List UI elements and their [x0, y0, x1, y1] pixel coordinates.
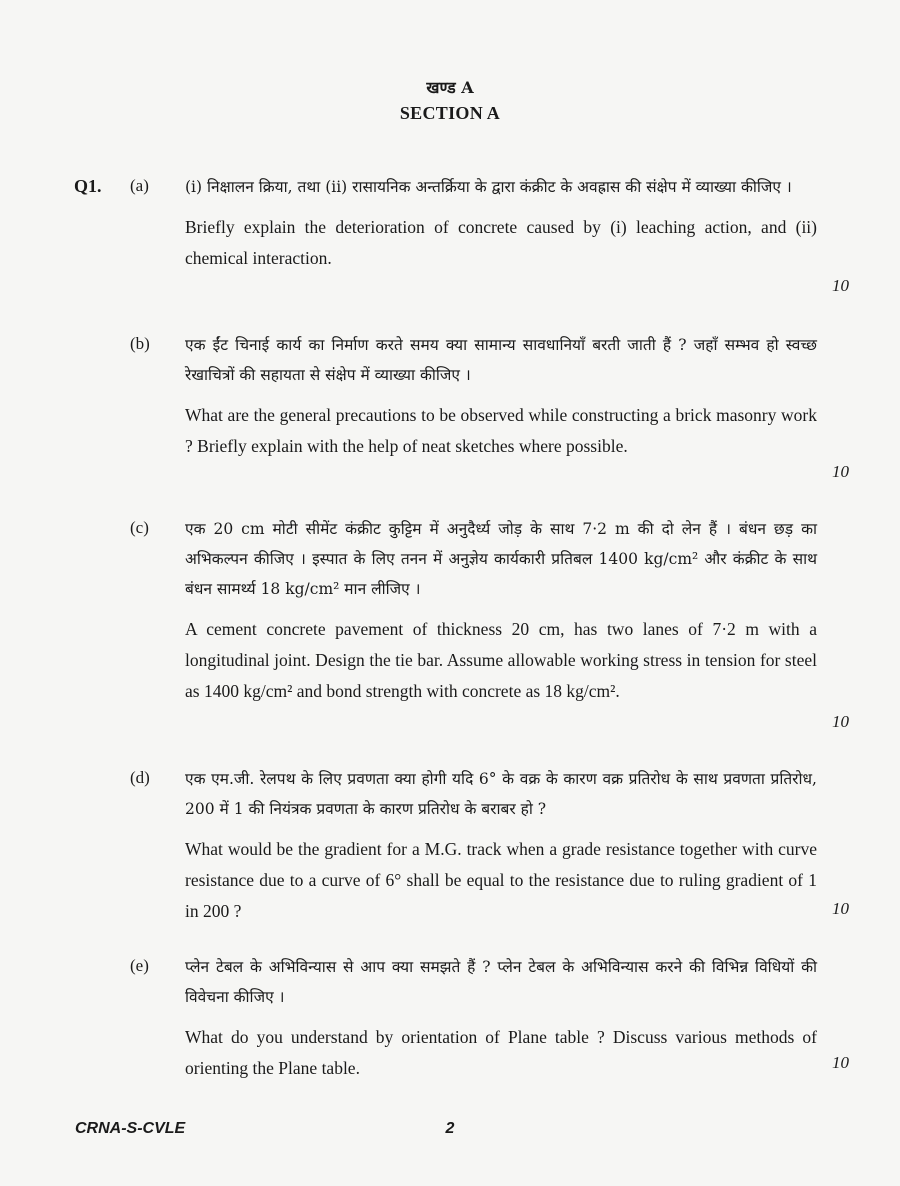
part-text-hindi: (i) निक्षालन क्रिया, तथा (ii) रासायनिक अन्तर्क्रिया के द्वारा कंक्रीट के अवह्रास की संक्षेप में व्याख्या कीजिए । — [185, 178, 792, 196]
part-label: (b) — [130, 334, 150, 353]
marks: 10 — [832, 462, 849, 481]
part-text-english: What do you understand by orientation of Plane table ? Discuss various methods of orienting the Plane table. — [185, 1027, 817, 1078]
marks: 10 — [832, 712, 849, 731]
part-text-hindi: एक 20 cm मोटी सीमेंट कंक्रीट कुट्टिम में अनुदैर्ध्य जोड़ के साथ 7·2 m की दो लेन हैं । बंधन छड़ का अभिकल्पन कीजिए । इस्पात के लिए तनन में अनुज्ञेय कार्यकारी प्रतिबल 1400 kg/cm² और कंक्रीट के साथ बंधन सामर्थ्य 18 kg/cm² मान लीजिए । — [185, 520, 817, 598]
part-label: (c) — [130, 518, 149, 537]
part-text-english: What would be the gradient for a M.G. track when a grade resistance together with curve resistance due to a curve of 6° shall be equal to the resistance due to ruling gradient of 1 in 200 ? — [185, 839, 817, 921]
part-text-hindi: एक ईंट चिनाई कार्य का निर्माण करते समय क्या सामान्य सावधानियाँ बरती जाती हैं ? जहाँ सम्भव हो स्वच्छ रेखाचित्रों की सहायता से संक्षेप में व्याख्या कीजिए । — [185, 336, 817, 384]
page-number: 2 — [445, 1120, 455, 1137]
marks: 10 — [832, 1053, 849, 1072]
section-title-english: SECTION A — [399, 103, 501, 123]
marks: 10 — [832, 276, 849, 295]
marks: 10 — [832, 899, 849, 918]
part-text-english: Briefly explain the deterioration of concrete caused by (i) leaching action, and (ii) chemical interaction. — [185, 217, 817, 268]
part-text-hindi: एक एम.जी. रेलपथ के लिए प्रवणता क्या होगी यदि 6° के वक्र के कारण वक्र प्रतिरोध के साथ प्रवणता प्रतिरोध, 200 में 1 की नियंत्रक प्रवणता के कारण प्रतिरोध के बराबर हो ? — [185, 770, 817, 818]
part-text-english: What are the general precautions to be observed while constructing a brick masonry work ? Briefly explain with the help of neat sketches where possible. — [185, 405, 817, 456]
section-title-hindi: खण्ड A — [426, 78, 474, 97]
question-number: Q1. — [74, 176, 102, 196]
part-label: (e) — [130, 956, 149, 975]
part-label: (d) — [130, 768, 150, 787]
paper-code: CRNA-S-CVLE — [75, 1120, 186, 1137]
part-text-hindi: प्लेन टेबल के अभिविन्यास से आप क्या समझते हैं ? प्लेन टेबल के अभिविन्यास करने की विभिन्न विधियों की विवेचना कीजिए । — [185, 958, 817, 1006]
part-text-english: A cement concrete pavement of thickness 20 cm, has two lanes of 7·2 m with a longitudinal joint. Design the tie bar. Assume allowable working stress in tension for steel as 1400 kg/cm² and bond strength with concrete as 18 kg/cm². — [185, 619, 817, 701]
part-label: (a) — [130, 176, 149, 195]
